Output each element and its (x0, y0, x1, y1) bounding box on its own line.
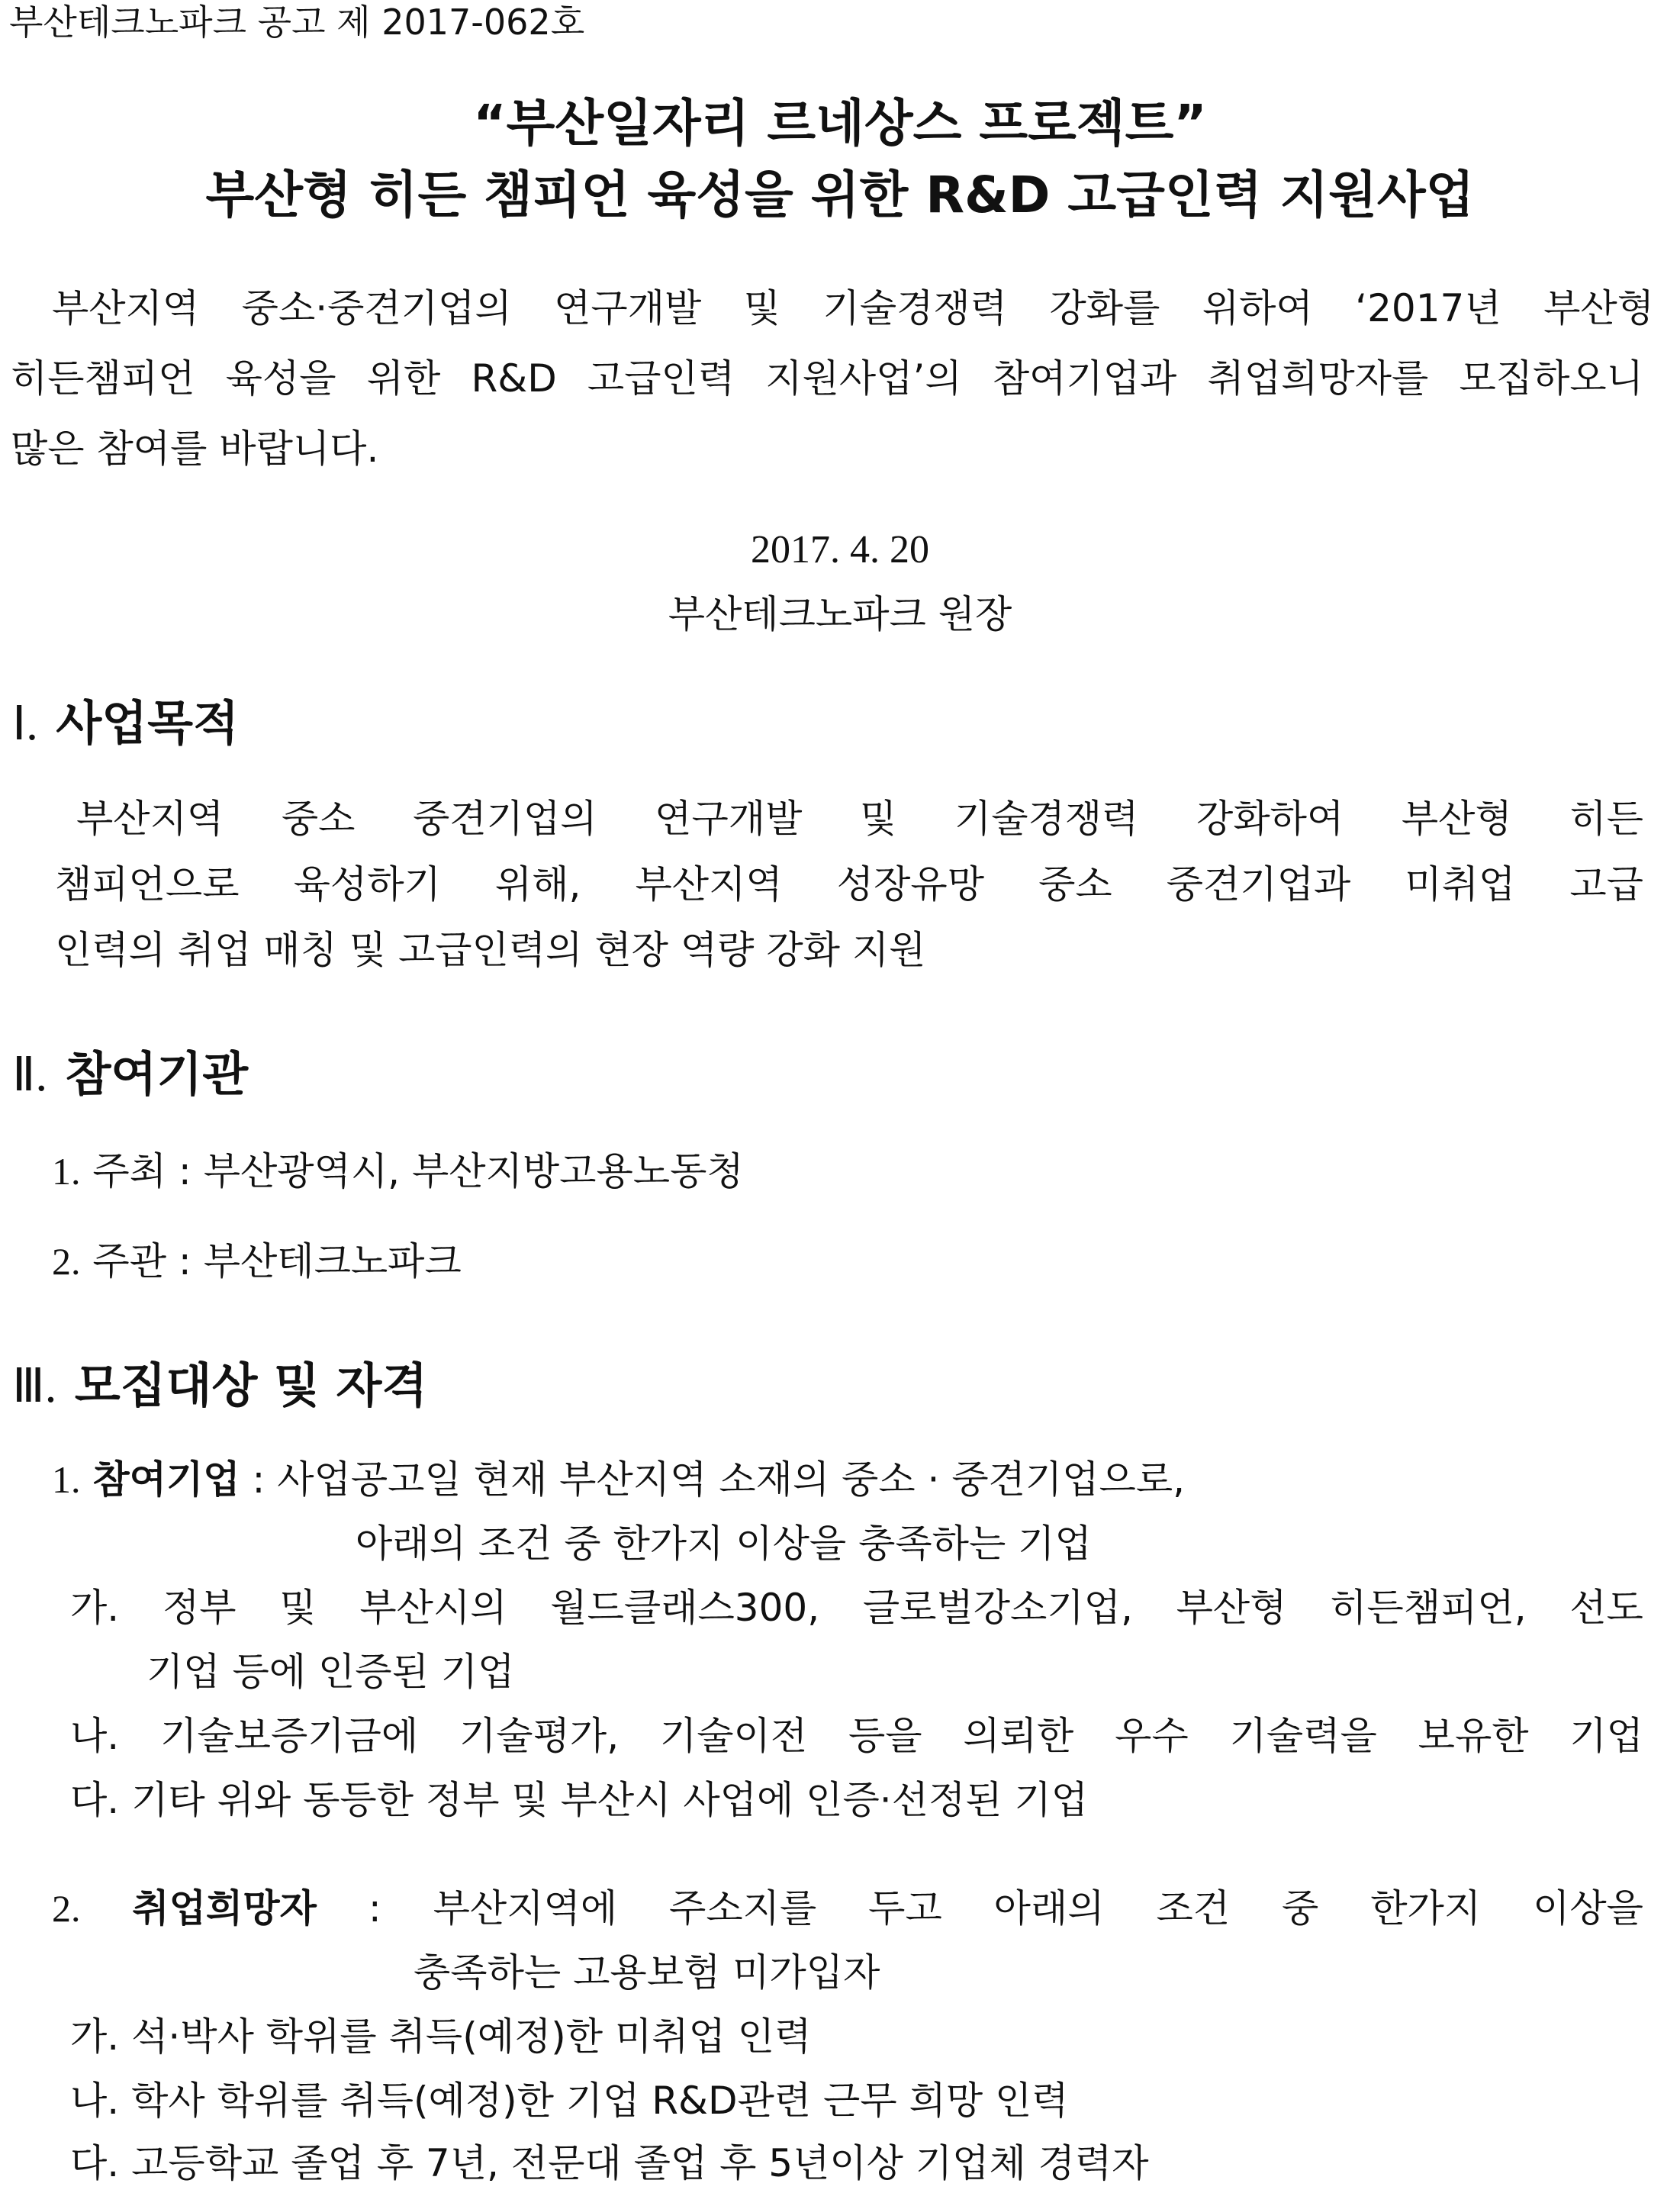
job-seeker-criteria-da (70, 2137, 1149, 2190)
company-criteria-da (70, 1773, 1088, 1827)
list-text: 정부 및 부산시의 월드클래스300, 글로벌강소기업, 부산형 히든챔피언, 선도 (162, 1586, 1643, 1630)
item-text: 부산광역시, 부산지방고용노동청 (203, 1149, 744, 1193)
section-title: 모집대상 및 자격 (74, 1357, 428, 1413)
list-marker: 다. (70, 2141, 120, 2185)
item-number: 1. (52, 1150, 81, 1193)
item-text: 부산지역에 주소지를 두고 아래의 조건 중 한가지 이상을 (433, 1886, 1643, 1931)
job-seeker-criteria-ga (70, 2010, 811, 2063)
list-marker: 나. (70, 1714, 120, 1758)
item-text: 부산테크노파크 (203, 1239, 462, 1283)
intro-line-3: 많은 참여를 바랍니다. (11, 427, 379, 471)
section-number: Ⅲ. (12, 1361, 57, 1412)
participant-company-condition: 아래의 조건 중 한가지 이상을 충족하는 기업 (356, 1522, 1092, 1566)
job-seeker-criteria-na (70, 2074, 1069, 2127)
intro-line-2: 히든챔피언 육성을 위한 R&D 고급인력 지원사업’의 참여기업과 취업희망자를 모집하오니 (11, 356, 1643, 401)
intro-line-1: 부산지역 중소·중견기업의 연구개발 및 기술경쟁력 강화를 위하여 ‘2017년 부산형 (52, 286, 1654, 330)
section-1-body-line-2: 챔피언으로 육성하기 위해, 부산지역 성장유망 중소 중견기업과 미취업 고급 (55, 862, 1643, 907)
item-separator: : (178, 1149, 191, 1193)
item-separator: : (178, 1239, 191, 1283)
item-label: 주관 (92, 1239, 167, 1283)
item-separator: : (368, 1886, 381, 1931)
organizer-item (52, 1145, 744, 1198)
section-number: Ⅰ. (12, 698, 38, 750)
job-seeker-heading (52, 1882, 1643, 1935)
list-marker: 가. (70, 1586, 120, 1630)
section-heading-2 (12, 1044, 248, 1106)
item-text: 사업공고일 현재 부산지역 소재의 중소 · 중견기업으로, (277, 1457, 1186, 1502)
list-text: 기술보증기금에 기술평가, 기술이전 등을 의뢰한 우수 기술력을 보유한 기업 (160, 1714, 1643, 1758)
item-label: 참여기업 (92, 1457, 240, 1502)
list-marker: 가. (70, 2014, 120, 2059)
section-number: Ⅱ. (12, 1049, 48, 1101)
section-1-body-line-1: 부산지역 중소 중견기업의 연구개발 및 기술경쟁력 강화하여 부산형 히든 (76, 797, 1643, 841)
document-number: 부산테크노파크 공고 제 2017-062호 (9, 2, 585, 43)
item-label: 취업희망자 (132, 1886, 317, 1931)
section-title: 사업목적 (56, 695, 239, 751)
announcement-date: 2017. 4. 20 (751, 528, 929, 572)
company-criteria-na (70, 1709, 1643, 1763)
list-marker: 다. (70, 1778, 120, 1822)
host-item (52, 1235, 462, 1288)
item-number: 1. (52, 1458, 81, 1501)
item-number: 2. (52, 1887, 81, 1930)
title-line-1: “부산일자리 르네상스 프로젝트” (473, 94, 1207, 153)
list-text: 고등학교 졸업 후 7년, 전문대 졸업 후 5년이상 기업체 경력자 (131, 2141, 1149, 2185)
item-label: 주최 (92, 1149, 167, 1193)
item-separator: : (252, 1457, 266, 1502)
section-title: 참여기관 (65, 1046, 249, 1102)
company-criteria-ga-continued: 기업 등에 인증된 기업 (146, 1650, 515, 1694)
list-text: 기타 위와 동등한 정부 및 부산시 사업에 인증·선정된 기업 (131, 1778, 1089, 1822)
list-text: 학사 학위를 취득(예정)한 기업 R&D관련 근무 희망 인력 (131, 2079, 1069, 2123)
list-text: 석·박사 학위를 취득(예정)한 미취업 인력 (131, 2014, 812, 2059)
list-marker: 나. (70, 2079, 120, 2123)
issuer: 부산테크노파크 원장 (668, 592, 1012, 636)
title-line-2: 부산형 히든 챔피언 육성을 위한 R&D 고급인력 지원사업 (205, 166, 1475, 224)
section-1-body-line-3: 인력의 취업 매칭 및 고급인력의 현장 역량 강화 지원 (55, 928, 926, 972)
section-heading-3 (12, 1355, 427, 1417)
company-criteria-ga (70, 1581, 1643, 1634)
job-seeker-condition: 충족하는 고용보험 미가입자 (414, 1950, 880, 1995)
section-heading-1 (12, 693, 239, 755)
participant-company-heading (52, 1453, 1185, 1506)
item-number: 2. (52, 1240, 81, 1283)
